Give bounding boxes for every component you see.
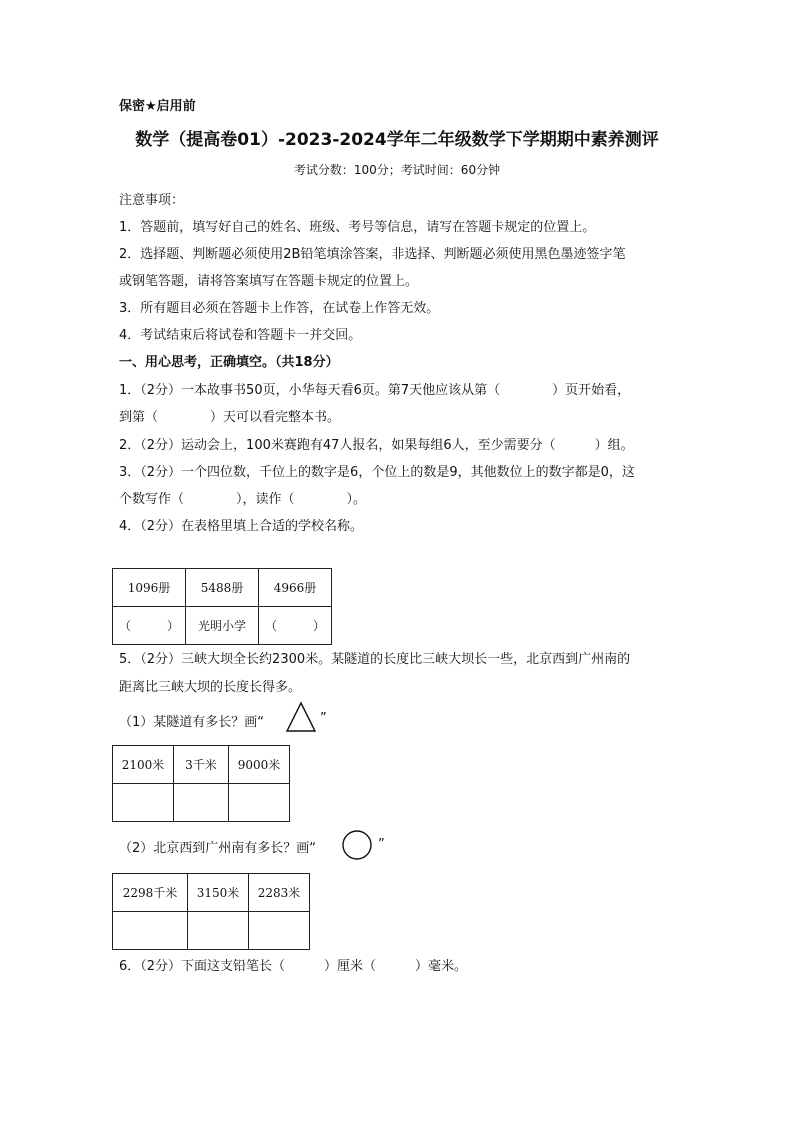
table-row [113, 912, 310, 950]
table-row [113, 607, 332, 645]
table-row [113, 746, 290, 784]
distance-table [112, 873, 310, 950]
question-5-sub2: （2）北京西到广州南有多长？画“ [119, 841, 317, 856]
note-item: 2．选择题、判断题必须使用2B铅笔填涂答案，非选择、判断题必须使用黑色墨迹签字笔 [119, 247, 626, 262]
answer-cell[interactable] [229, 784, 290, 822]
triangle-icon [284, 700, 318, 734]
answer-cell[interactable] [113, 784, 174, 822]
note-item: 3．所有题目必须在答题卡上作答，在试卷上作答无效。 [119, 301, 440, 316]
confidential-label: 保密★启用前 [119, 99, 196, 114]
question-3-cont: 个数写作（ ），读作（ ）。 [119, 492, 367, 507]
table-cell: 2283米 [249, 874, 310, 912]
page-title: 数学（提高卷01）-2023-2024学年二年级数学下学期期中素养测评 [135, 130, 659, 150]
table-row [113, 784, 290, 822]
question-2: 2．（2分）运动会上，100米赛跑有47人报名，如果每组6人，至少需要分（ ）组。 [119, 438, 634, 453]
table-cell: 1096册 [113, 569, 186, 607]
quote-close: ” [320, 711, 327, 726]
exam-info: 考试分数：100分；考试时间：60分钟 [293, 163, 501, 177]
table-cell: 2298千米 [113, 874, 188, 912]
answer-cell[interactable] [188, 912, 249, 950]
note-item: 1．答题前，填写好自己的姓名、班级、考号等信息，请写在答题卡规定的位置上。 [119, 220, 596, 235]
notes-heading: 注意事项： [119, 193, 185, 208]
school-table [112, 568, 332, 645]
table-cell: 3150米 [188, 874, 249, 912]
question-3: 3．（2分）一个四位数，千位上的数字是6，个位上的数是9，其他数位上的数字都是0，这 [119, 465, 635, 480]
answer-cell[interactable] [249, 912, 310, 950]
question-5-cont: 距离比三峡大坝的长度长得多。 [119, 680, 302, 695]
table-row [113, 874, 310, 912]
answer-cell[interactable]: （ ） [259, 607, 332, 645]
table-cell: 3千米 [174, 746, 229, 784]
table-cell: 5488册 [186, 569, 259, 607]
answer-cell[interactable] [113, 912, 188, 950]
note-item: 或钢笔答题，请将答案填写在答题卡规定的位置上。 [119, 274, 419, 289]
circle-icon [340, 828, 374, 862]
section-heading: 一、用心思考，正确填空。（共18分） [119, 355, 339, 370]
table-cell: 9000米 [229, 746, 290, 784]
question-5: 5．（2分）三峡大坝全长约2300米。某隧道的长度比三峡大坝长一些，北京西到广州南的 [119, 652, 631, 667]
question-1-cont: 到第（ ）天可以看完整本书。 [119, 410, 341, 425]
question-5-sub1: （1）某隧道有多长？画“ [119, 715, 265, 730]
quote-close: ” [378, 837, 385, 852]
answer-cell[interactable] [174, 784, 229, 822]
table-cell: 2100米 [113, 746, 174, 784]
table-row [113, 569, 332, 607]
question-6: 6．（2分）下面这支铅笔长（ ）厘米（ ）毫米。 [119, 959, 468, 974]
question-4: 4．（2分）在表格里填上合适的学校名称。 [119, 519, 364, 534]
tunnel-length-table [112, 745, 290, 822]
question-1: 1．（2分）一本故事书50页，小华每天看6页。第7天他应该从第（ ）页开始看， [119, 383, 631, 398]
table-cell: 光明小学 [186, 607, 259, 645]
note-item: 4．考试结束后将试卷和答题卡一并交回。 [119, 328, 362, 343]
answer-cell[interactable]: （ ） [113, 607, 186, 645]
table-cell: 4966册 [259, 569, 332, 607]
